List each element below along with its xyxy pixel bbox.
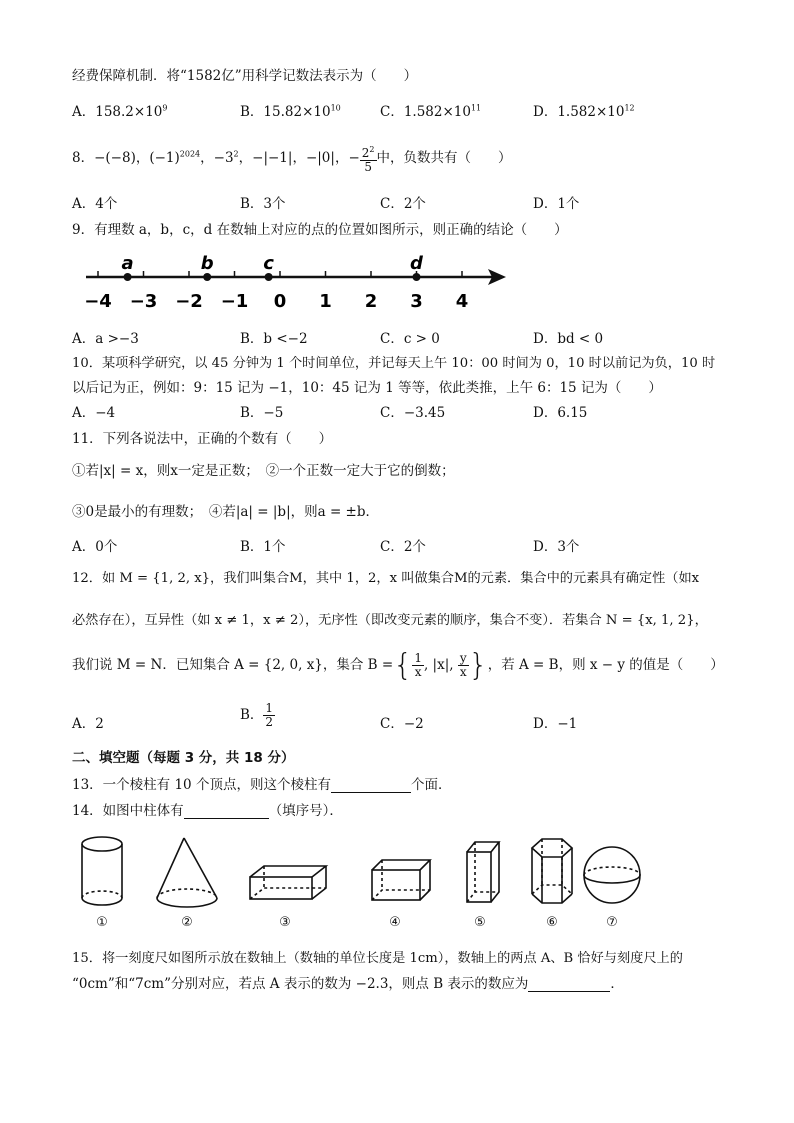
solid-label-2: ② bbox=[181, 915, 193, 930]
section-2-title: 二、填空题（每题 3 分，共 18 分） bbox=[72, 750, 295, 766]
q9-option-c: C．c > 0 bbox=[380, 331, 440, 347]
q11-stem: 11．下列各说法中，正确的个数有（ ） bbox=[72, 431, 333, 447]
q12-option-d: D．−1 bbox=[533, 716, 578, 732]
q9-number-line bbox=[78, 242, 518, 317]
q13-answer-blank[interactable] bbox=[331, 776, 411, 793]
q10-option-c: C．−3.45 bbox=[380, 405, 446, 421]
q13-stem: 13．一个棱柱有 10 个顶点，则这个棱柱有 个面． bbox=[72, 777, 452, 793]
q7-option-c: C．$1.582\times 10^{11}$ bbox=[380, 103, 482, 120]
cube-shape bbox=[372, 860, 430, 900]
axis-tick-label: 4 bbox=[455, 291, 469, 312]
square-prism-shape bbox=[467, 842, 499, 902]
solid-label-5: ⑤ bbox=[474, 915, 486, 930]
q12-option-a: A．2 bbox=[72, 716, 104, 732]
q14-answer-blank[interactable] bbox=[184, 802, 269, 819]
q12-stem-line1: 12．如 M = {1, 2, x}，我们叫集合M，其中 1，2，x 叫做集合M的元素．集合中的元素具有确定性（如x bbox=[72, 571, 700, 586]
point-label-a: a bbox=[121, 253, 134, 274]
q8-fraction: $\frac{2^2}{5}$ bbox=[361, 145, 375, 174]
q10-stem-line2: 以后记为正，例如：9：15 记为 −1，10：45 记为 1 等等，依此类推，上午 6：15 记为（ ） bbox=[72, 380, 662, 396]
q7-option-b: B．$15.82\times 10^{10}$ bbox=[240, 103, 341, 120]
point-d bbox=[413, 273, 421, 281]
q12-stem-line2: 必然存在），互异性（如 x ≠ 1，x ≠ 2），无序性（即改变元素的顺序，集合不变）．若集合 N = {x, 1, 2}， bbox=[72, 613, 708, 628]
hexagonal-prism-shape bbox=[532, 839, 572, 903]
q9-option-a: A．a >−3 bbox=[72, 331, 139, 347]
solid-label-6: ⑥ bbox=[546, 915, 558, 930]
q11-option-b: B．1个 bbox=[240, 539, 286, 555]
q11-statements-3-4: ③0是最小的有理数； ④若|a| = |b|，则a = ±b． bbox=[72, 504, 380, 520]
sphere-shape bbox=[584, 847, 640, 903]
q11-option-d: D．3个 bbox=[533, 539, 580, 555]
axis-tick-label: 3 bbox=[410, 291, 423, 312]
solid-label-4: ④ bbox=[389, 915, 401, 930]
q11-statements-1-2: ①若|x| = x，则x一定是正数； ②一个正数一定大于它的倒数； bbox=[72, 463, 455, 479]
q15-stem-line1: 15．将一刻度尺如图所示放在数轴上（数轴的单位长度是 1cm），数轴上的两点 A、B 恰好与刻度尺上的 bbox=[72, 951, 683, 966]
point-label-c: c bbox=[263, 253, 274, 274]
q15-stem-line2: “0cm”和“7cm”分别对应，若点 A 表示的数为 −2.3，则点 B 表示的数应为 ． bbox=[72, 976, 624, 992]
axis-tick-label: −4 bbox=[84, 291, 112, 312]
q10-option-d: D．6.15 bbox=[533, 405, 588, 421]
q8-option-a: A．4个 bbox=[72, 196, 118, 212]
q10-stem-line1: 10．某项科学研究，以 45 分钟为 1 个时间单位，并记每天上午 10：00 时间为 0，10 时以前记为负，10 时 bbox=[72, 356, 716, 371]
axis-tick-label: −3 bbox=[129, 291, 158, 312]
point-b bbox=[203, 273, 211, 281]
q12-stem-line3: 我们说 M = N．已知集合 A = {2, 0, x}，集合 B ={ $\frac{1}{x}$ , |x|, $\frac{y}{x}$ }，若 A = B，则 x − y 的值是（ ） bbox=[72, 648, 724, 683]
q12-option-c: C．−2 bbox=[380, 716, 424, 732]
q8-option-c: C．2个 bbox=[380, 196, 426, 212]
axis-tick-label: 0 bbox=[273, 291, 287, 312]
q8-stem: 8．−(−8)，$(-1)^{2024}$，$-3^2$，−|−1|，−|0|，− $\frac{2^2}{5}$ 中，负数共有（ ） bbox=[72, 145, 512, 174]
q7-option-d: D．$1.582\times 10^{12}$ bbox=[533, 103, 635, 120]
q10-option-b: B．−5 bbox=[240, 405, 284, 421]
q12-fraction-y-over-x: $\frac{y}{x}$ bbox=[459, 651, 467, 679]
q9-option-b: B．b <−2 bbox=[240, 331, 308, 347]
solid-label-1: ① bbox=[96, 915, 108, 930]
q11-option-a: A．0个 bbox=[72, 539, 118, 555]
q14-solids-figure bbox=[72, 830, 652, 935]
cylinder-shape bbox=[82, 837, 122, 905]
q12-fraction-1-over-x: $\frac{1}{x}$ bbox=[414, 651, 422, 679]
left-brace: { bbox=[393, 648, 413, 683]
q14-stem: 14．如图中柱体有 （填序号）． bbox=[72, 803, 343, 819]
cone-shape bbox=[157, 838, 217, 907]
q12-option-b: B． $\frac{1}{2}$ bbox=[240, 701, 274, 729]
point-c bbox=[265, 273, 273, 281]
q12-option-b-fraction: $\frac{1}{2}$ bbox=[265, 701, 274, 729]
q9-option-d: D．bd < 0 bbox=[533, 331, 604, 347]
q15-answer-blank[interactable] bbox=[528, 975, 610, 992]
q7-option-a: A．$158.2\times 10^9$ bbox=[72, 103, 168, 120]
solid-label-3: ③ bbox=[279, 915, 291, 930]
q8-option-b: B．3个 bbox=[240, 196, 286, 212]
right-brace: } bbox=[468, 648, 488, 683]
point-a bbox=[124, 273, 132, 281]
axis-tick-label: −2 bbox=[175, 291, 203, 312]
q9-stem: 9．有理数 a，b，c，d 在数轴上对应的点的位置如图所示，则正确的结论（ ） bbox=[72, 222, 568, 238]
q10-option-a: A．−4 bbox=[72, 405, 116, 421]
axis-tick-label: 2 bbox=[364, 291, 378, 312]
q7-stem: 经费保障机制．将“1582亿”用科学记数法表示为（ ） bbox=[72, 68, 418, 84]
cuboid-shape bbox=[250, 866, 326, 899]
point-label-d: d bbox=[410, 253, 423, 274]
q11-option-c: C．2个 bbox=[380, 539, 426, 555]
solid-label-7: ⑦ bbox=[606, 915, 618, 930]
axis-tick-label: 1 bbox=[319, 291, 332, 312]
q8-option-d: D．1个 bbox=[533, 196, 580, 212]
axis-tick-label: −1 bbox=[220, 291, 249, 312]
point-label-b: b bbox=[200, 253, 214, 274]
